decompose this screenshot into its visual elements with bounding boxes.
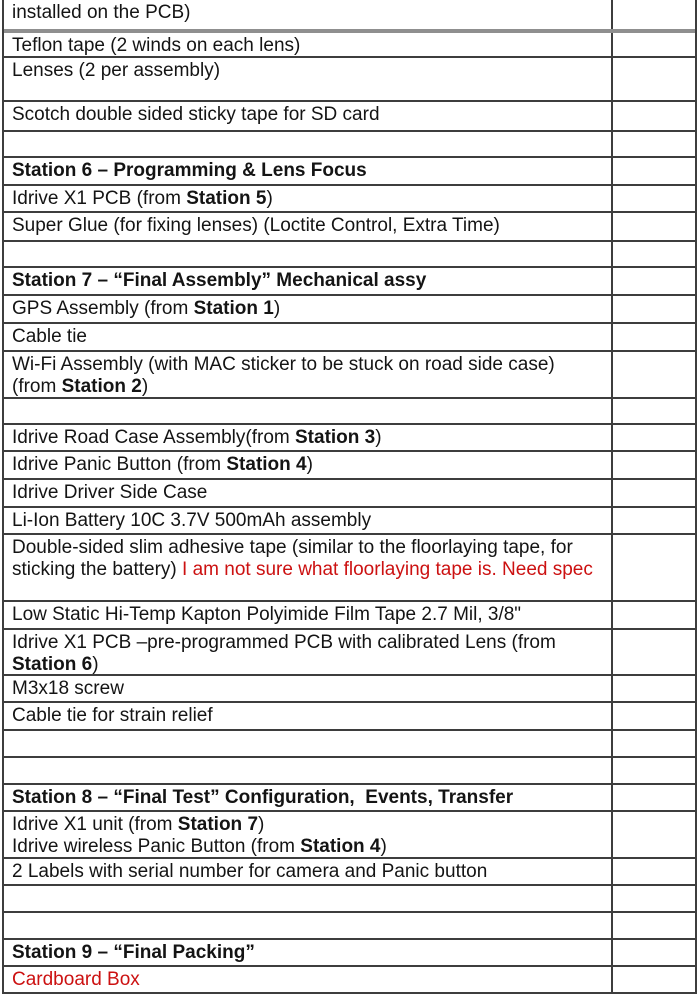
row-scotch-tape [4, 102, 695, 132]
text-segment: Station 7 – “Final Assembly” Mechanical assy [12, 270, 427, 291]
check-cell [611, 102, 695, 130]
item-cell [4, 676, 611, 701]
text-segment: Li-Ion Battery 10C 3.7V 500mAh assembly [12, 510, 372, 531]
row-cable-tie-strain-relief [4, 703, 695, 731]
row-station-9-header [4, 940, 695, 967]
item-cell [4, 535, 611, 600]
item-cell [4, 630, 611, 674]
text-segment: Station 4 [226, 454, 307, 475]
text-segment: installed on the PCB) [12, 2, 191, 23]
item-cell [4, 33, 611, 56]
text-segment: Station 3 [295, 427, 376, 448]
text-segment: Station 6 – Programming & Lens Focus [12, 160, 367, 181]
item-cell [4, 758, 611, 783]
text-segment: Idrive Road Case Assembly(from [12, 427, 295, 448]
text-segment: ) [273, 298, 281, 319]
text-segment: Cable tie [12, 326, 87, 347]
row-panic-button [4, 452, 695, 480]
row-empty [4, 132, 695, 158]
row-driver-side-case [4, 480, 695, 508]
item-cell [4, 940, 611, 965]
check-cell [611, 480, 695, 506]
row-li-ion-battery [4, 508, 695, 535]
text-segment: Low Static Hi-Temp Kapton Polyimide Film Tape 2.7 Mil, 3/8" [12, 604, 522, 625]
item-cell [4, 508, 611, 533]
check-cell [611, 132, 695, 156]
text-segment: ) [92, 654, 99, 675]
row-empty [4, 886, 695, 913]
text-segment: ) [258, 814, 265, 835]
item-cell [4, 913, 611, 938]
text-segment: Cable tie for strain relief [12, 705, 213, 726]
text-segment: Idrive X1 unit (from [12, 814, 178, 835]
row-gps-assembly [4, 296, 695, 324]
item-cell [4, 859, 611, 884]
row-cable-tie [4, 324, 695, 352]
text-segment: ) [306, 454, 313, 475]
row-station-8-header [4, 785, 695, 812]
row-teflon-tape [4, 33, 695, 58]
text-segment: ) [141, 376, 149, 397]
row-kapton-tape [4, 602, 695, 630]
text-segment: Station 4 [300, 836, 381, 857]
item-cell [4, 886, 611, 911]
check-cell [611, 967, 695, 992]
row-cardboard-box [4, 967, 695, 994]
text-segment: Station 8 – “Final Test” Configuration, Events, Transfer [12, 787, 514, 808]
item-cell [4, 785, 611, 810]
text-segment: GPS Assembly (from [12, 298, 194, 319]
text-segment: Station 9 – “Final Packing” [12, 942, 255, 963]
row-idrive-x1-pcb [4, 186, 695, 213]
check-cell [611, 758, 695, 783]
check-cell [611, 425, 695, 450]
check-cell [611, 213, 695, 240]
item-cell [4, 703, 611, 729]
text-segment: Cardboard Box [12, 969, 140, 990]
row-serial-labels [4, 859, 695, 886]
item-cell [4, 967, 611, 992]
row-lenses [4, 58, 695, 102]
text-segment: ) [266, 188, 273, 209]
text-segment: Lenses (2 per assembly) [12, 60, 221, 81]
item-cell [4, 213, 611, 240]
row-empty [4, 399, 695, 425]
row-wifi-assembly [4, 352, 695, 399]
check-cell [611, 886, 695, 911]
check-cell [611, 296, 695, 322]
row-empty [4, 242, 695, 268]
item-cell [4, 480, 611, 506]
item-cell [4, 425, 611, 450]
check-cell [611, 913, 695, 938]
check-cell [611, 785, 695, 810]
item-cell [4, 242, 611, 266]
row-road-case-assembly [4, 425, 695, 452]
item-cell [4, 324, 611, 350]
text-segment: Idrive wireless Panic Button (from [12, 836, 301, 857]
text-segment: ) [380, 836, 387, 857]
check-cell [611, 0, 695, 29]
check-cell [611, 58, 695, 100]
row-empty [4, 758, 695, 785]
check-cell [611, 186, 695, 211]
row-adhesive-tape [4, 535, 695, 602]
text-segment: ) [375, 427, 382, 448]
check-cell [611, 630, 695, 674]
check-cell [611, 33, 695, 56]
check-cell [611, 324, 695, 350]
text-segment: Station 2 [61, 376, 142, 397]
check-cell [611, 535, 695, 600]
check-cell [611, 676, 695, 701]
text-segment: (from [12, 376, 62, 397]
text-segment: Idrive Driver Side Case [12, 482, 208, 503]
check-cell [611, 268, 695, 294]
text-segment: Idrive X1 PCB –pre-programmed PCB with calibrated Lens (from [12, 632, 562, 653]
item-cell [4, 452, 611, 478]
check-cell [611, 158, 695, 184]
item-cell [4, 602, 611, 628]
check-cell [611, 352, 695, 397]
text-segment: Super Glue (for fixing lenses) (Loctite Control, Extra Time) [12, 215, 500, 236]
row-station-7-header [4, 268, 695, 296]
item-cell [4, 399, 611, 423]
bom-table [2, 0, 697, 994]
check-cell [611, 602, 695, 628]
item-cell [4, 102, 611, 130]
row-empty [4, 913, 695, 940]
text-segment: Teflon tape (2 winds on each lens) [12, 35, 301, 56]
check-cell [611, 508, 695, 533]
text-segment: Station 1 [193, 298, 274, 319]
item-cell [4, 58, 611, 100]
check-cell [611, 452, 695, 478]
check-cell [611, 731, 695, 756]
row-empty [4, 731, 695, 758]
row-preprogrammed-pcb [4, 630, 695, 676]
item-cell [4, 352, 611, 397]
row-super-glue [4, 213, 695, 242]
text-segment: Wi-Fi Assembly (with MAC sticker to be stuck on road side case) [12, 354, 555, 375]
text-segment: 2 Labels with serial number for camera and Panic button [12, 861, 488, 882]
row-final-test-items [4, 812, 695, 859]
item-cell [4, 731, 611, 756]
row-m3x18-screw [4, 676, 695, 703]
check-cell [611, 940, 695, 965]
text-segment: Double-sided slim adhesive tape (similar to the floorlaying tape, for sticking the battery) [12, 537, 579, 580]
check-cell [611, 703, 695, 729]
check-cell [611, 399, 695, 423]
check-cell [611, 859, 695, 884]
row-station-6-header [4, 158, 695, 186]
item-cell [4, 812, 611, 857]
text-segment: I am not sure what floorlaying tape is. Need spec [182, 559, 593, 580]
text-segment: Station 6 [12, 654, 93, 675]
item-cell [4, 158, 611, 184]
text-segment: Station 7 [177, 814, 259, 835]
item-cell [4, 268, 611, 294]
item-cell [4, 296, 611, 322]
check-cell [611, 242, 695, 266]
item-cell [4, 186, 611, 211]
text-segment: Station 5 [186, 188, 267, 209]
item-cell [4, 0, 611, 29]
text-segment: Scotch double sided sticky tape for SD card [12, 104, 380, 125]
text-segment: M3x18 screw [12, 678, 124, 699]
check-cell [611, 812, 695, 857]
text-segment: Idrive X1 PCB (from [12, 188, 187, 209]
item-cell [4, 132, 611, 156]
row-installed-on-pcb [4, 0, 695, 33]
text-segment: Idrive Panic Button (from [12, 454, 227, 475]
